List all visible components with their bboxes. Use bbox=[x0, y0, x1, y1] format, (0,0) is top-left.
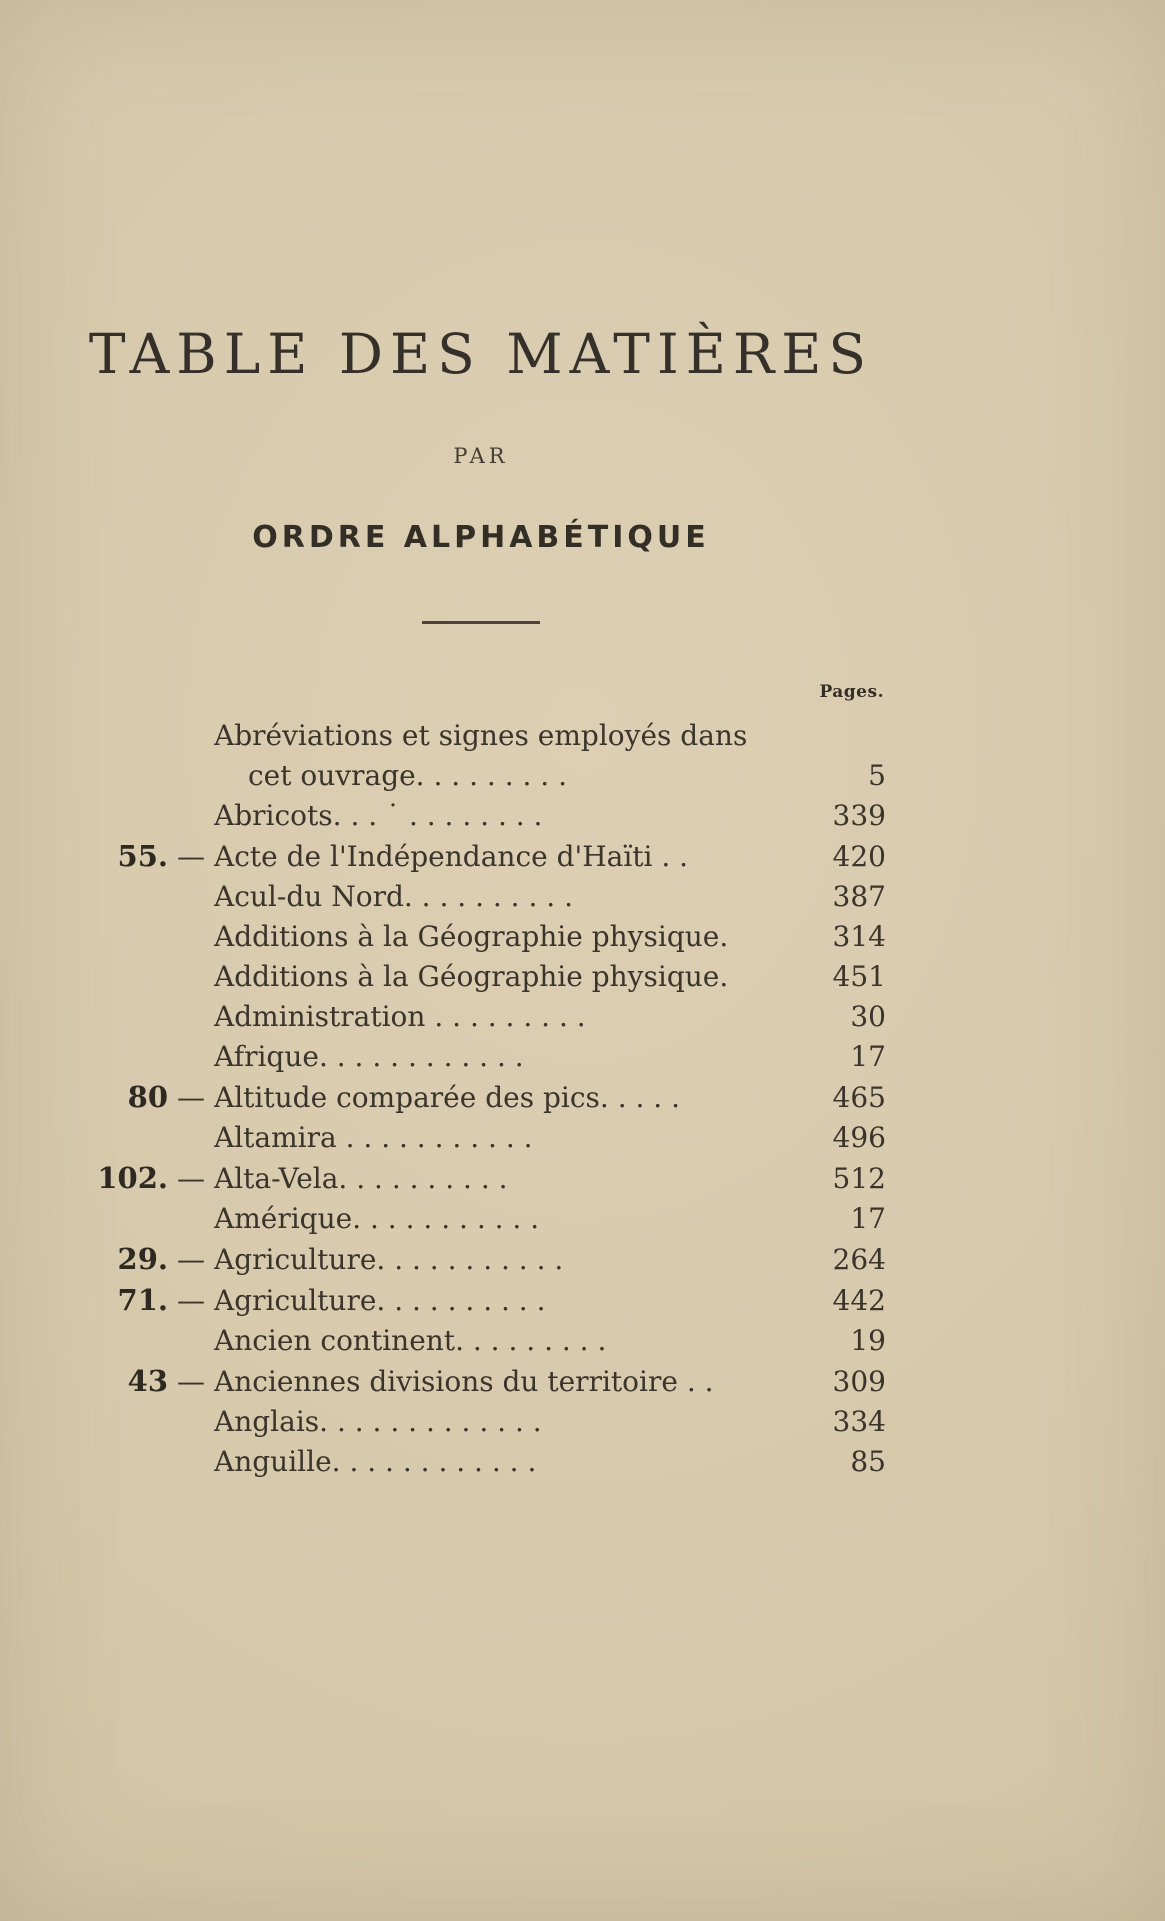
entry-page-number: 17 bbox=[850, 1202, 886, 1235]
entry-label: Ancien continent. . . . . . . . . bbox=[214, 1324, 607, 1357]
pages-column-header: Pages. bbox=[819, 682, 884, 702]
entry-label: Agriculture. . . . . . . . . . . bbox=[214, 1243, 564, 1276]
entry-label: Anglais. . . . . . . . . . . . . bbox=[214, 1405, 542, 1438]
entry-page-number: 334 bbox=[832, 1405, 886, 1438]
entry-number: 43 bbox=[127, 1364, 168, 1398]
entry-label: cet ouvrage. . . . . . . . . bbox=[248, 759, 567, 792]
entry-page-number: 496 bbox=[832, 1121, 886, 1154]
toc-entry bbox=[76, 1199, 886, 1239]
toc-entry bbox=[76, 716, 886, 756]
page-title: TABLE DES MATIÈRES bbox=[88, 322, 874, 386]
toc-entry bbox=[76, 877, 886, 917]
entry-label: Administration . . . . . . . . . bbox=[214, 1000, 586, 1033]
entry-page-number: 85 bbox=[850, 1445, 886, 1478]
entry-page-number: 442 bbox=[832, 1284, 886, 1317]
entry-page-number: 465 bbox=[832, 1081, 886, 1114]
toc-entry bbox=[76, 1321, 886, 1361]
entry-dash: — bbox=[177, 1243, 205, 1276]
entry-page-number: 264 bbox=[832, 1243, 886, 1276]
entry-page-number: 339 bbox=[832, 799, 886, 832]
toc-entry bbox=[76, 997, 886, 1037]
entry-number: 80 bbox=[127, 1080, 168, 1114]
entry-label: Abricots. . . ˙ . . . . . . . . bbox=[214, 799, 543, 832]
toc-entry bbox=[76, 1158, 886, 1199]
entry-dash: — bbox=[177, 1081, 205, 1114]
entry-dash: — bbox=[177, 1365, 205, 1398]
entry-label: Alta-Vela. . . . . . . . . . bbox=[214, 1162, 508, 1195]
entry-label: Acul-du Nord. . . . . . . . . . bbox=[214, 880, 573, 913]
entry-page-number: 309 bbox=[832, 1365, 886, 1398]
entry-dash: — bbox=[177, 1162, 205, 1195]
toc-entry bbox=[76, 1402, 886, 1442]
toc-entry bbox=[76, 1239, 886, 1280]
toc-entry bbox=[76, 917, 886, 957]
toc-entry bbox=[76, 957, 886, 997]
entry-number: 71. bbox=[117, 1283, 168, 1317]
entry-label: Anguille. . . . . . . . . . . . bbox=[214, 1445, 537, 1478]
entry-label: Altamira . . . . . . . . . . . bbox=[214, 1121, 533, 1154]
entry-label: Anciennes divisions du territoire . . bbox=[214, 1365, 714, 1398]
entry-page-number: 451 bbox=[832, 960, 886, 993]
toc-entry bbox=[76, 1361, 886, 1402]
entry-page-number: 387 bbox=[832, 880, 886, 913]
entry-label: Afrique. . . . . . . . . . . . bbox=[214, 1040, 524, 1073]
entry-label: Additions à la Géographie physique. bbox=[214, 960, 729, 993]
entry-label: Amérique. . . . . . . . . . . bbox=[214, 1202, 540, 1235]
toc-entry bbox=[76, 836, 886, 877]
entry-dash: — bbox=[177, 840, 205, 873]
heading-ordre-alphabetique: ORDRE ALPHABÉTIQUE bbox=[252, 520, 710, 555]
page-content bbox=[76, 0, 886, 1482]
entry-label: Acte de l'Indépendance d'Haïti . . bbox=[214, 840, 689, 873]
entry-number: 102. bbox=[97, 1161, 168, 1195]
entry-number: 29. bbox=[117, 1242, 168, 1276]
toc-entry bbox=[76, 1442, 886, 1482]
toc-entry bbox=[76, 1280, 886, 1321]
toc-entry bbox=[76, 756, 886, 796]
entry-page-number: 17 bbox=[850, 1040, 886, 1073]
toc-entry bbox=[76, 1077, 886, 1118]
entry-page-number: 420 bbox=[832, 840, 886, 873]
entry-page-number: 30 bbox=[850, 1000, 886, 1033]
entry-page-number: 512 bbox=[832, 1162, 886, 1195]
entry-label: Altitude comparée des pics. . . . . bbox=[214, 1081, 680, 1114]
entry-label: Agriculture. . . . . . . . . . bbox=[214, 1284, 546, 1317]
entry-label: Abréviations et signes employés dans bbox=[214, 719, 748, 752]
entry-page-number: 19 bbox=[850, 1324, 886, 1357]
toc-entry bbox=[76, 1118, 886, 1158]
subtitle-par: PAR bbox=[453, 444, 509, 468]
entry-label: Additions à la Géographie physique. bbox=[214, 920, 729, 953]
toc-entry bbox=[76, 796, 886, 836]
toc-entry bbox=[76, 1037, 886, 1077]
entry-number: 55. bbox=[117, 839, 168, 873]
entry-page-number: 5 bbox=[868, 759, 886, 792]
entry-page-number: 314 bbox=[832, 920, 886, 953]
horizontal-rule bbox=[422, 621, 540, 624]
toc-list bbox=[76, 716, 886, 1482]
entry-dash: — bbox=[177, 1284, 205, 1317]
